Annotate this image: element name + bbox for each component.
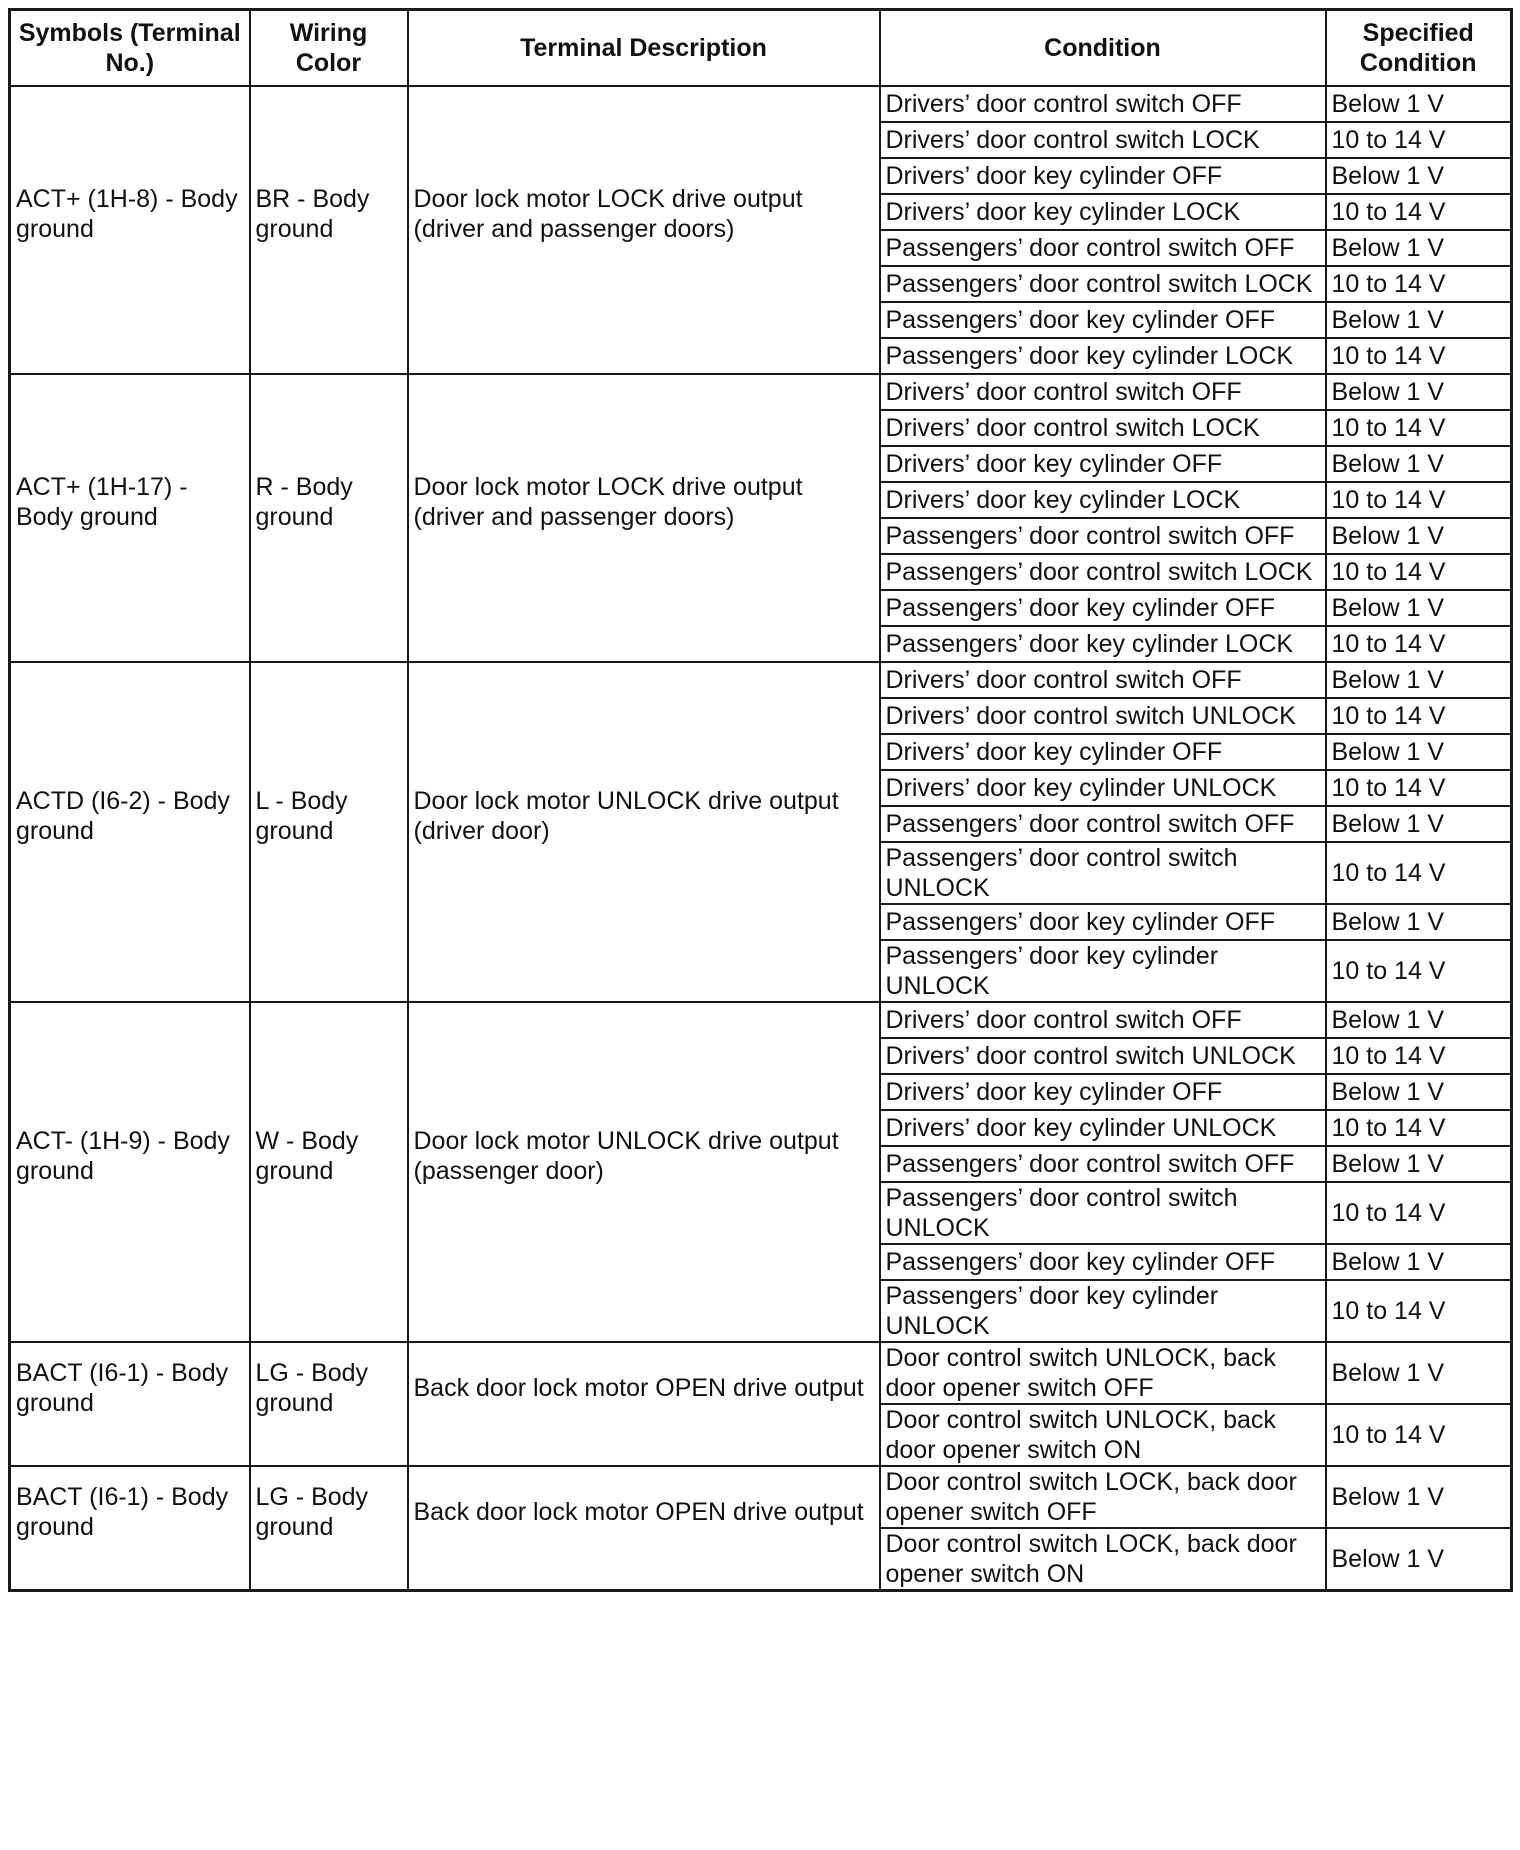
specified-condition-cell: Below 1 V <box>1326 1528 1512 1591</box>
terminal-description-cell: Door lock motor LOCK drive output (driver and passenger doors) <box>408 374 880 662</box>
specified-condition-cell: Below 1 V <box>1326 734 1512 770</box>
condition-cell: Door control switch LOCK, back door opener switch OFF <box>880 1466 1326 1528</box>
table-header <box>10 10 1512 87</box>
condition-cell: Passengers’ door control switch OFF <box>880 518 1326 554</box>
terminal-description-cell: Door lock motor UNLOCK drive output (driver door) <box>408 662 880 1002</box>
specified-condition-cell: 10 to 14 V <box>1326 194 1512 230</box>
specified-condition-cell: Below 1 V <box>1326 1244 1512 1280</box>
specified-condition-cell: 10 to 14 V <box>1326 940 1512 1002</box>
specified-condition-cell: 10 to 14 V <box>1326 1280 1512 1342</box>
condition-cell: Passengers’ door key cylinder OFF <box>880 302 1326 338</box>
symbol-cell: BACT (I6-1) - Body ground <box>10 1342 250 1466</box>
specified-condition-cell: 10 to 14 V <box>1326 482 1512 518</box>
header-row <box>10 10 1512 87</box>
condition-cell: Drivers’ door control switch OFF <box>880 374 1326 410</box>
condition-cell: Drivers’ door key cylinder OFF <box>880 158 1326 194</box>
specified-condition-cell: 10 to 14 V <box>1326 554 1512 590</box>
condition-cell: Passengers’ door control switch LOCK <box>880 266 1326 302</box>
terminal-description-cell: Door lock motor LOCK drive output (driver and passenger doors) <box>408 86 880 374</box>
specified-condition-cell: Below 1 V <box>1326 806 1512 842</box>
terminal-description-cell: Door lock motor UNLOCK drive output (passenger door) <box>408 1002 880 1342</box>
specified-condition-cell: Below 1 V <box>1326 374 1512 410</box>
condition-cell: Drivers’ door control switch LOCK <box>880 122 1326 158</box>
condition-cell: Passengers’ door control switch OFF <box>880 230 1326 266</box>
terminal-description-cell: Back door lock motor OPEN drive output <box>408 1466 880 1591</box>
condition-cell: Passengers’ door control switch OFF <box>880 806 1326 842</box>
wiring-color-cell: BR - Body ground <box>250 86 408 374</box>
specified-condition-cell: 10 to 14 V <box>1326 1110 1512 1146</box>
specified-condition-cell: Below 1 V <box>1326 446 1512 482</box>
header-symbols: Symbols (Terminal No.) <box>10 10 250 87</box>
condition-cell: Drivers’ door key cylinder OFF <box>880 446 1326 482</box>
condition-cell: Door control switch UNLOCK, back door opener switch ON <box>880 1404 1326 1466</box>
condition-cell: Passengers’ door control switch UNLOCK <box>880 1182 1326 1244</box>
condition-cell: Drivers’ door control switch OFF <box>880 662 1326 698</box>
table-row <box>10 86 1512 122</box>
specified-condition-cell: Below 1 V <box>1326 904 1512 940</box>
condition-cell: Passengers’ door control switch LOCK <box>880 554 1326 590</box>
specified-condition-cell: Below 1 V <box>1326 86 1512 122</box>
condition-cell: Door control switch LOCK, back door opener switch ON <box>880 1528 1326 1591</box>
condition-cell: Drivers’ door control switch OFF <box>880 1002 1326 1038</box>
wiring-color-cell: W - Body ground <box>250 1002 408 1342</box>
table-row <box>10 1466 1512 1528</box>
symbol-cell: ACT+ (1H-8) - Body ground <box>10 86 250 374</box>
condition-cell: Door control switch UNLOCK, back door opener switch OFF <box>880 1342 1326 1404</box>
condition-cell: Drivers’ door key cylinder OFF <box>880 1074 1326 1110</box>
condition-cell: Drivers’ door key cylinder UNLOCK <box>880 1110 1326 1146</box>
specified-condition-cell: 10 to 14 V <box>1326 266 1512 302</box>
condition-cell: Drivers’ door control switch UNLOCK <box>880 1038 1326 1074</box>
specified-condition-cell: Below 1 V <box>1326 1002 1512 1038</box>
specified-condition-cell: Below 1 V <box>1326 1074 1512 1110</box>
specified-condition-cell: Below 1 V <box>1326 302 1512 338</box>
specified-condition-cell: 10 to 14 V <box>1326 626 1512 662</box>
wiring-color-cell: LG - Body ground <box>250 1342 408 1466</box>
condition-cell: Passengers’ door key cylinder LOCK <box>880 338 1326 374</box>
specified-condition-cell: Below 1 V <box>1326 1466 1512 1528</box>
specified-condition-cell: Below 1 V <box>1326 230 1512 266</box>
header-specified-condition: Specified Condition <box>1326 10 1512 87</box>
condition-cell: Drivers’ door control switch UNLOCK <box>880 698 1326 734</box>
specified-condition-cell: 10 to 14 V <box>1326 1038 1512 1074</box>
table-body <box>10 86 1512 1591</box>
specified-condition-cell: 10 to 14 V <box>1326 698 1512 734</box>
specified-condition-cell: Below 1 V <box>1326 518 1512 554</box>
condition-cell: Drivers’ door key cylinder OFF <box>880 734 1326 770</box>
symbol-cell: ACT- (1H-9) - Body ground <box>10 1002 250 1342</box>
specified-condition-cell: 10 to 14 V <box>1326 770 1512 806</box>
table-row <box>10 1002 1512 1038</box>
specified-condition-cell: 10 to 14 V <box>1326 122 1512 158</box>
specified-condition-cell: Below 1 V <box>1326 158 1512 194</box>
condition-cell: Passengers’ door key cylinder UNLOCK <box>880 940 1326 1002</box>
condition-cell: Drivers’ door control switch OFF <box>880 86 1326 122</box>
wiring-color-cell: LG - Body ground <box>250 1466 408 1591</box>
condition-cell: Drivers’ door control switch LOCK <box>880 410 1326 446</box>
header-condition: Condition <box>880 10 1326 87</box>
symbol-cell: ACT+ (1H-17) - Body ground <box>10 374 250 662</box>
condition-cell: Passengers’ door key cylinder OFF <box>880 1244 1326 1280</box>
header-wiring-color: Wiring Color <box>250 10 408 87</box>
condition-cell: Passengers’ door key cylinder UNLOCK <box>880 1280 1326 1342</box>
terminal-spec-table <box>8 8 1513 1592</box>
specified-condition-cell: 10 to 14 V <box>1326 1182 1512 1244</box>
symbol-cell: ACTD (I6-2) - Body ground <box>10 662 250 1002</box>
wiring-color-cell: R - Body ground <box>250 374 408 662</box>
condition-cell: Drivers’ door key cylinder LOCK <box>880 482 1326 518</box>
condition-cell: Drivers’ door key cylinder LOCK <box>880 194 1326 230</box>
condition-cell: Passengers’ door key cylinder OFF <box>880 590 1326 626</box>
specified-condition-cell: Below 1 V <box>1326 662 1512 698</box>
condition-cell: Passengers’ door control switch UNLOCK <box>880 842 1326 904</box>
specified-condition-cell: 10 to 14 V <box>1326 338 1512 374</box>
table-row <box>10 662 1512 698</box>
symbol-cell: BACT (I6-1) - Body ground <box>10 1466 250 1591</box>
specified-condition-cell: Below 1 V <box>1326 590 1512 626</box>
header-terminal-description: Terminal Description <box>408 10 880 87</box>
specified-condition-cell: Below 1 V <box>1326 1146 1512 1182</box>
specified-condition-cell: Below 1 V <box>1326 1342 1512 1404</box>
condition-cell: Passengers’ door key cylinder LOCK <box>880 626 1326 662</box>
table-row <box>10 374 1512 410</box>
terminal-description-cell: Back door lock motor OPEN drive output <box>408 1342 880 1466</box>
specified-condition-cell: 10 to 14 V <box>1326 1404 1512 1466</box>
specified-condition-cell: 10 to 14 V <box>1326 410 1512 446</box>
condition-cell: Passengers’ door control switch OFF <box>880 1146 1326 1182</box>
specified-condition-cell: 10 to 14 V <box>1326 842 1512 904</box>
condition-cell: Passengers’ door key cylinder OFF <box>880 904 1326 940</box>
table-row <box>10 1342 1512 1404</box>
wiring-color-cell: L - Body ground <box>250 662 408 1002</box>
condition-cell: Drivers’ door key cylinder UNLOCK <box>880 770 1326 806</box>
